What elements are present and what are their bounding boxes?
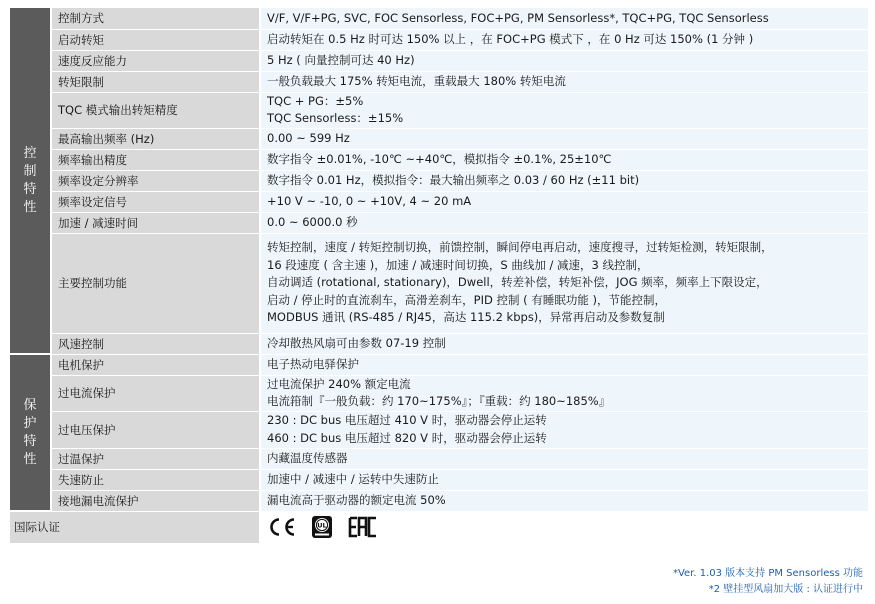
spec-value-line: 转矩控制，速度 / 转矩控制切换，前馈控制，瞬间停电再启动，速度搜寻，过转矩检测，转矩限制， — [267, 240, 773, 255]
protection-row — [10, 354, 868, 375]
spec-value-line: 漏电流高于驱动器的额定电流 50% — [267, 492, 446, 507]
spec-value — [260, 149, 868, 170]
spec-value-line: 电流箝制『一般负载：约 170~175%』；『重载：约 180~185%』 — [267, 394, 611, 408]
control-row — [10, 149, 868, 170]
control-row — [10, 233, 868, 333]
control-row — [10, 71, 868, 92]
ul-text: UL — [317, 521, 327, 530]
spec-label: 频率设定信号 — [51, 191, 260, 212]
spec-value-line: 一般负载最大 175% 转矩电流，重载最大 180% 转矩电流 — [267, 73, 566, 88]
spec-value — [260, 170, 868, 191]
control-category — [10, 8, 51, 354]
spec-value — [260, 128, 868, 149]
control-row — [10, 50, 868, 71]
spec-value — [260, 469, 868, 490]
certification-label: 国际认证 — [10, 511, 260, 543]
spec-value-line: 启动转矩在 0.5 Hz 时可达 150% 以上 ，在 FOC+PG 模式下 ，在 0 Hz 可达 150% (1 分钟 ) — [267, 31, 754, 46]
spec-value-line: 230 : DC bus 电压超过 410 V 时，驱动器会停止运转 — [267, 413, 547, 427]
spec-value-line: 16 段速度 ( 含主速 )，加速 / 减速时间切换，S 曲线加 / 减速，3 线控制， — [267, 257, 649, 272]
spec-value-line: 自动调适 (rotational, stationary)，Dwell，转差补偿，转矩补偿，JOG 频率，频率上下限设定， — [267, 275, 768, 290]
spec-value — [260, 212, 868, 233]
spec-label: 速度反应能力 — [51, 50, 260, 71]
spec-label: 过电流保护 — [51, 375, 260, 411]
spec-value-line: V/F, V/F+PG, SVC, FOC Sensorless, FOC+PG, PM Sensorless*, TQC+PG, TQC Sensorless — [267, 10, 769, 25]
control-row — [10, 191, 868, 212]
spec-label: 接地漏电流保护 — [51, 490, 260, 511]
spec-value — [260, 354, 868, 375]
spec-label: 电机保护 — [51, 354, 260, 375]
spec-value — [260, 50, 868, 71]
protection-row — [10, 469, 868, 490]
certification-marks — [260, 511, 868, 543]
spec-label: 风速控制 — [51, 333, 260, 354]
spec-value-line: 数字指令 ±0.01%, -10℃ ~+40℃，模拟指令 ±0.1%, 25±10℃ — [267, 151, 612, 166]
spec-value-line: 冷却散热风扇可由参数 07-19 控制 — [267, 335, 446, 350]
protection-row — [10, 490, 868, 511]
control-row — [10, 92, 868, 128]
protection-row — [10, 448, 868, 469]
spec-value-line: +10 V ~ -10, 0 ~ +10V, 4 ~ 20 mA — [267, 193, 472, 208]
spec-value-line: 启动 / 停止时的直流刹车，高滑差刹车，PID 控制 ( 有睡眠功能 )，节能控制， — [267, 292, 666, 307]
spec-value-line: 加速中 / 减速中 / 运转中失速防止 — [267, 471, 439, 486]
spec-table — [10, 8, 868, 544]
spec-label: 频率输出精度 — [51, 149, 260, 170]
spec-value — [260, 490, 868, 511]
control-row — [10, 333, 868, 354]
eac-mark-icon — [347, 516, 379, 538]
ce-mark-icon — [267, 517, 297, 537]
spec-value-line: 过电流保护 240% 额定电流 — [267, 376, 411, 391]
spec-label: 控制方式 — [51, 8, 260, 29]
spec-value — [260, 92, 868, 128]
protection-row — [10, 411, 868, 448]
control-row — [10, 128, 868, 149]
spec-label: 频率设定分辨率 — [51, 170, 260, 191]
spec-label: 过电压保护 — [51, 411, 260, 448]
spec-value — [260, 411, 868, 448]
footnotes — [673, 566, 863, 598]
spec-value-line: TQC Sensorless：±15% — [267, 111, 404, 125]
control-row — [10, 212, 868, 233]
spec-value-line: 460 : DC bus 电压超过 820 V 时，驱动器会停止运转 — [267, 430, 547, 445]
spec-label: 失速防止 — [51, 469, 260, 490]
spec-value — [260, 375, 868, 411]
control-row — [10, 8, 868, 29]
control-row — [10, 170, 868, 191]
ul-listed-icon — [311, 515, 333, 539]
spec-value-line: MODBUS 通讯 (RS-485 / RJ45，高达 115.2 kbps)，异常再启动及参数复制 — [267, 310, 665, 325]
spec-value — [260, 448, 868, 469]
spec-value-line: 5 Hz ( 向量控制可达 40 Hz) — [267, 52, 415, 67]
spec-label: 最高输出频率 (Hz) — [51, 128, 260, 149]
spec-label: 转矩限制 — [51, 71, 260, 92]
control-row — [10, 29, 868, 50]
spec-label: 启动转矩 — [51, 29, 260, 50]
spec-value-line: 电子热动电驿保护 — [267, 356, 359, 371]
spec-value-line: 0.00 ~ 599 Hz — [267, 130, 350, 145]
spec-label: 过温保护 — [51, 448, 260, 469]
certification-row — [10, 511, 868, 543]
footnote-1: *Ver. 1.03 版本支持 PM Sensorless 功能 — [672, 568, 863, 579]
protection-row — [10, 375, 868, 411]
spec-value-line: TQC + PG：±5% — [267, 93, 364, 108]
spec-value-line: 数字指令 0.01 Hz，模拟指令：最大输出频率之 0.03 / 60 Hz (±11 bit) — [267, 172, 640, 187]
spec-value-line: 内藏温度传感器 — [267, 450, 348, 465]
spec-value — [260, 71, 868, 92]
category-label: 保护特性 — [23, 397, 37, 467]
spec-value — [260, 333, 868, 354]
spec-value-line: 0.0 ~ 6000.0 秒 — [267, 214, 358, 229]
protection-category — [10, 354, 51, 511]
spec-label: TQC 模式输出转矩精度 — [51, 92, 260, 128]
category-label: 控制特性 — [23, 145, 37, 215]
footnote-2: *2 壁挂型风扇加大版 : 认证进行中 — [708, 584, 863, 595]
spec-label: 主要控制功能 — [51, 233, 260, 333]
spec-value — [260, 29, 868, 50]
spec-value — [260, 8, 868, 29]
spec-label: 加速 / 减速时间 — [51, 212, 260, 233]
spec-value — [260, 191, 868, 212]
spec-value — [260, 233, 868, 333]
